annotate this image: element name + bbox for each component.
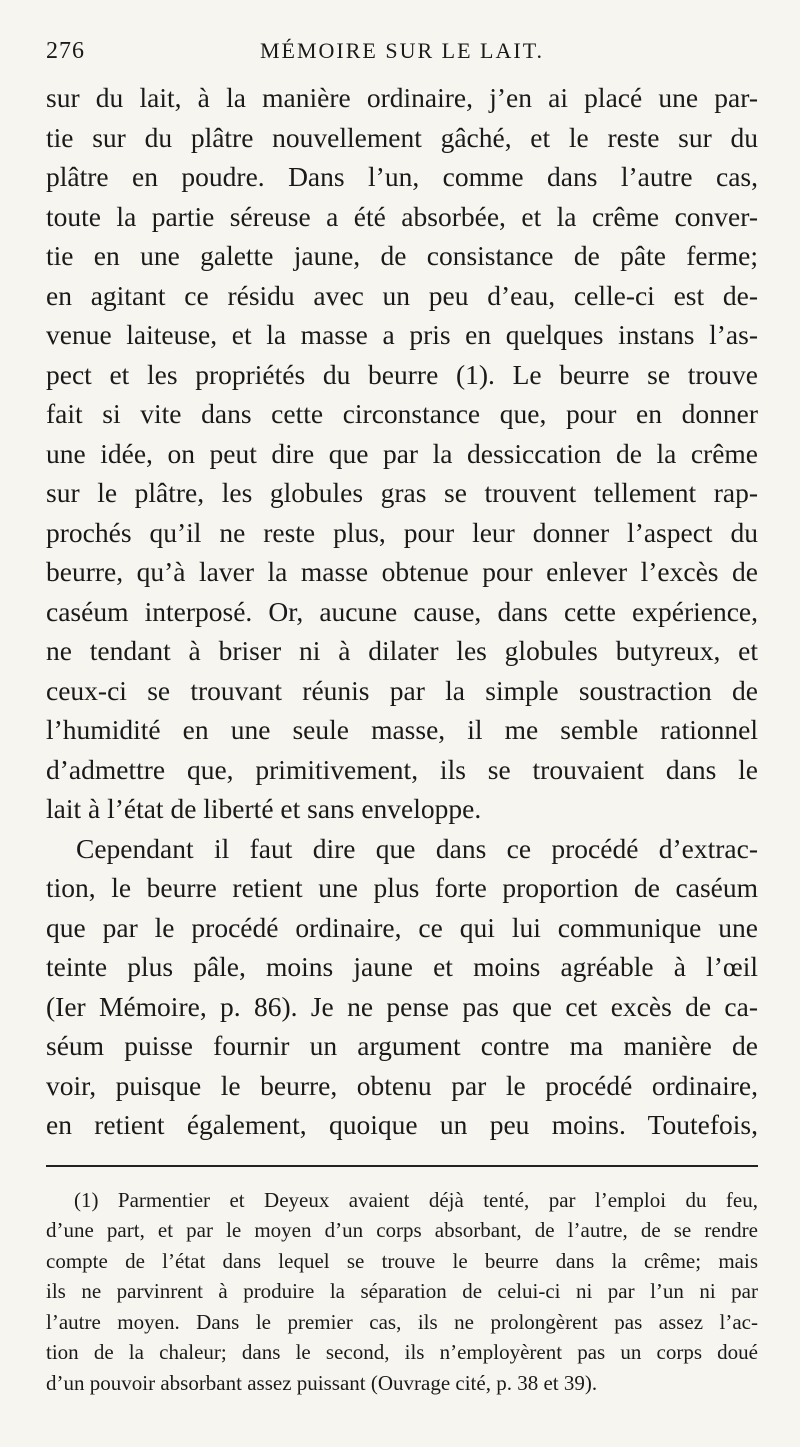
text-line: une idée, on peut dire que par la dessiccation de la crême — [46, 437, 758, 469]
text-line: d’admettre que, primitivement, ils se trouvaient dans le — [46, 753, 758, 785]
text-line: prochés qu’il ne reste plus, pour leur donner l’aspect du — [46, 516, 758, 548]
text-line: venue laiteuse, et la masse a pris en quelques instans l’as- — [46, 319, 758, 350]
page-header — [46, 34, 758, 74]
footnote-line: d’une part, et par le moyen d’un corps absorbant, de l’autre, de se rendre — [46, 1218, 758, 1242]
footnote-line: l’autre moyen. Dans le premier cas, ils ne prolongèrent pas assez l’ac- — [46, 1309, 758, 1334]
text-line: toute la partie séreuse a été absorbée, et la crême conver- — [46, 200, 758, 232]
text-line: pect et les propriétés du beurre (1). Le beurre se trouve — [46, 358, 758, 390]
footnote-line: compte de l’état dans lequel se trouve le beurre dans la crême; mais — [46, 1248, 758, 1273]
text-line: que par le procédé ordinaire, ce qui lui communique une — [46, 911, 758, 943]
text-line: fait si vite dans cette circonstance que, pour en donner — [46, 398, 758, 429]
book-page — [46, 34, 758, 1398]
text-line: ceux-ci se trouvant réunis par la simple soustraction de — [46, 674, 758, 706]
footnote-line: tion de la chaleur; dans le second, ils n’employèrent pas un corps doué — [46, 1340, 758, 1364]
footnote-line: d’un pouvoir absorbant assez puissant (Ouvrage cité, p. 38 et 39). — [46, 1370, 598, 1395]
footnote-line: (1) Parmentier et Deyeux avaient déjà tenté, par l’emploi du feu, — [74, 1187, 758, 1212]
footnote-line: ils ne parvinrent à produire la séparation de celui-ci ni par l’un ni par — [46, 1279, 758, 1303]
text-line: tion, le beurre retient une plus forte proportion de caséum — [46, 872, 758, 903]
text-line: en retient également, quoique un peu moins. Toutefois, — [46, 1109, 758, 1140]
text-line: plâtre en poudre. Dans l’un, comme dans l’autre cas, — [46, 161, 758, 192]
text-line: sur le plâtre, les globules gras se trouvent tellement rap- — [46, 477, 758, 508]
footnote-rule — [46, 1165, 758, 1167]
text-line: voir, puisque le beurre, obtenu par le procédé ordinaire, — [46, 1069, 758, 1101]
footnotes — [46, 1185, 758, 1399]
text-line: beurre, qu’à laver la masse obtenue pour enlever l’excès de — [46, 556, 758, 587]
text-line: caséum interposé. Or, aucune cause, dans cette expérience, — [46, 595, 758, 627]
text-line: l’humidité en une seule masse, il me semble rationnel — [46, 714, 758, 745]
text-line: ne tendant à briser ni à dilater les globules butyreux, et — [46, 635, 758, 666]
body-text — [46, 78, 758, 1145]
text-line: tie sur du plâtre nouvellement gâché, et le reste sur du — [46, 121, 758, 153]
text-line: (Ier Mémoire, p. 86). Je ne pense pas que cet excès de ca- — [46, 990, 758, 1022]
page-number: 276 — [46, 38, 85, 64]
text-line: Cependant il faut dire que dans ce procédé d’extrac- — [76, 832, 758, 864]
text-line: séum puisse fournir un argument contre ma manière de — [46, 1030, 758, 1061]
text-line: en agitant ce résidu avec un peu d’eau, celle-ci est de- — [46, 279, 758, 311]
running-title: MÉMOIRE SUR LE LAIT. — [259, 38, 545, 63]
text-line: lait à l’état de liberté et sans enveloppe. — [46, 793, 482, 824]
text-line: sur du lait, à la manière ordinaire, j’en ai placé une par- — [46, 82, 758, 113]
text-line: teinte plus pâle, moins jaune et moins agréable à l’œil — [46, 951, 758, 982]
text-line: tie en une galette jaune, de consistance de pâte ferme; — [46, 240, 758, 271]
